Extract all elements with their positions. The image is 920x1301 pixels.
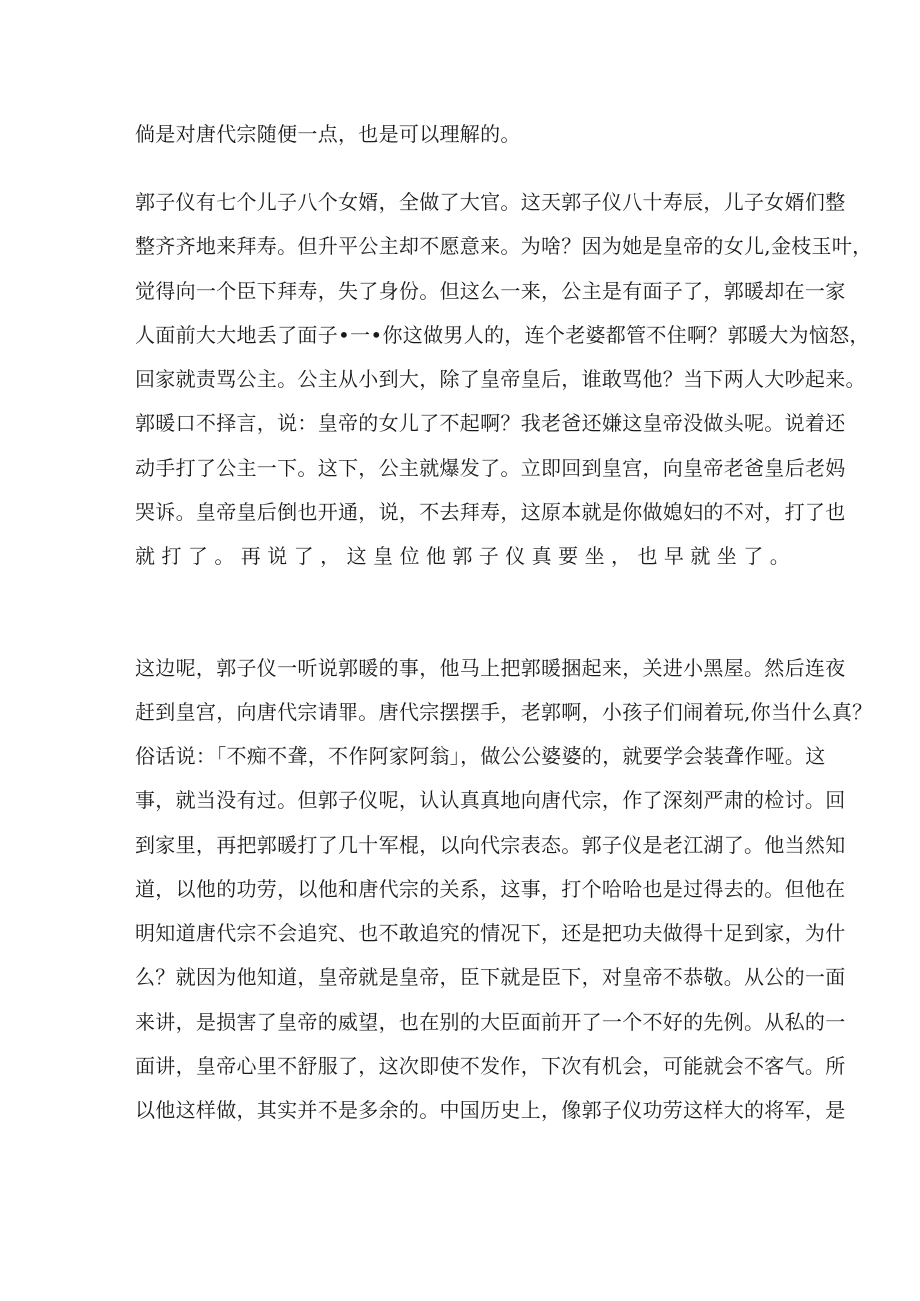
text-line: 赶到皇宫，向唐代宗请罪。唐代宗摆摆手，老郭啊，小孩子们闹着玩,你当什么真？ — [135, 700, 873, 724]
text-line: 郭子仪有七个儿子八个女婿，全做了大官。这天郭子仪八十寿辰，儿子女婿们整 — [135, 190, 846, 214]
text-line: 哭诉。皇帝皇后倒也开通，说，不去拜寿，这原本就是你做媳妇的不对，打了也 — [135, 500, 846, 524]
text-line: 整齐齐地来拜寿。但升平公主却不愿意来。为啥？因为她是皇帝的女儿,金枝玉叶， — [135, 234, 873, 258]
text-line: 人面前大大地丢了面子•一•你这做男人的，连个老婆都管不住啊？郭暖大为恼怒， — [135, 323, 870, 347]
text-line: 倘是对唐代宗随便一点，也是可以理解的。 — [135, 122, 521, 146]
text-line: 觉得向一个臣下拜寿，失了身份。但这么一来，公主是有面子了，郭暖却在一家 — [135, 279, 846, 303]
text-line: 道，以他的功劳，以他和唐代宗的关系，这事，打个哈哈也是过得去的。但他在 — [135, 877, 846, 901]
text-line: 郭暖口不择言，说：皇帝的女儿了不起啊？我老爸还嫌这皇帝没做头呢。说着还 — [135, 411, 846, 435]
text-line: 动手打了公主一下。这下，公主就爆发了。立即回到皇宫，向皇帝老爸皇后老妈 — [135, 456, 846, 480]
text-line: 明知道唐代宗不会追究、也不敢追究的情况下，还是把功夫做得十足到家，为什 — [135, 921, 846, 945]
text-line: 就打了。再说了，这皇位他郭子仪真要坐，也早就坐了。 — [135, 544, 790, 568]
text-line: 回家就责骂公主。公主从小到大，除了皇帝皇后，谁敢骂他？当下两人大吵起来。 — [135, 367, 866, 391]
text-line: 俗话说：「不痴不聋，不作阿家阿翁」，做公公婆婆的，就要学会装聋作哑。这 — [135, 744, 826, 768]
text-line: 么？就因为他知道，皇帝就是皇帝，臣下就是臣下，对皇帝不恭敬。从公的一面 — [135, 965, 846, 989]
text-line: 来讲，是损害了皇帝的威望，也在别的大臣面前开了一个不好的先例。从私的一 — [135, 1010, 846, 1034]
text-line: 到家里，再把郭暖打了几十军棍，以向代宗表态。郭子仪是老江湖了。他当然知 — [135, 833, 846, 857]
text-line: 这边呢，郭子仪一听说郭暖的事，他马上把郭暖捆起来，关进小黑屋。然后连夜 — [135, 656, 846, 680]
text-line: 以他这样做，其实并不是多余的。中国历史上，像郭子仪功劳这样大的将军，是 — [135, 1098, 846, 1122]
text-line: 面讲，皇帝心里不舒服了，这次即使不发作，下次有机会，可能就会不客气。所 — [135, 1054, 846, 1078]
text-line: 事，就当没有过。但郭子仪呢，认认真真地向唐代宗，作了深刻严肃的检讨。回 — [135, 788, 846, 812]
